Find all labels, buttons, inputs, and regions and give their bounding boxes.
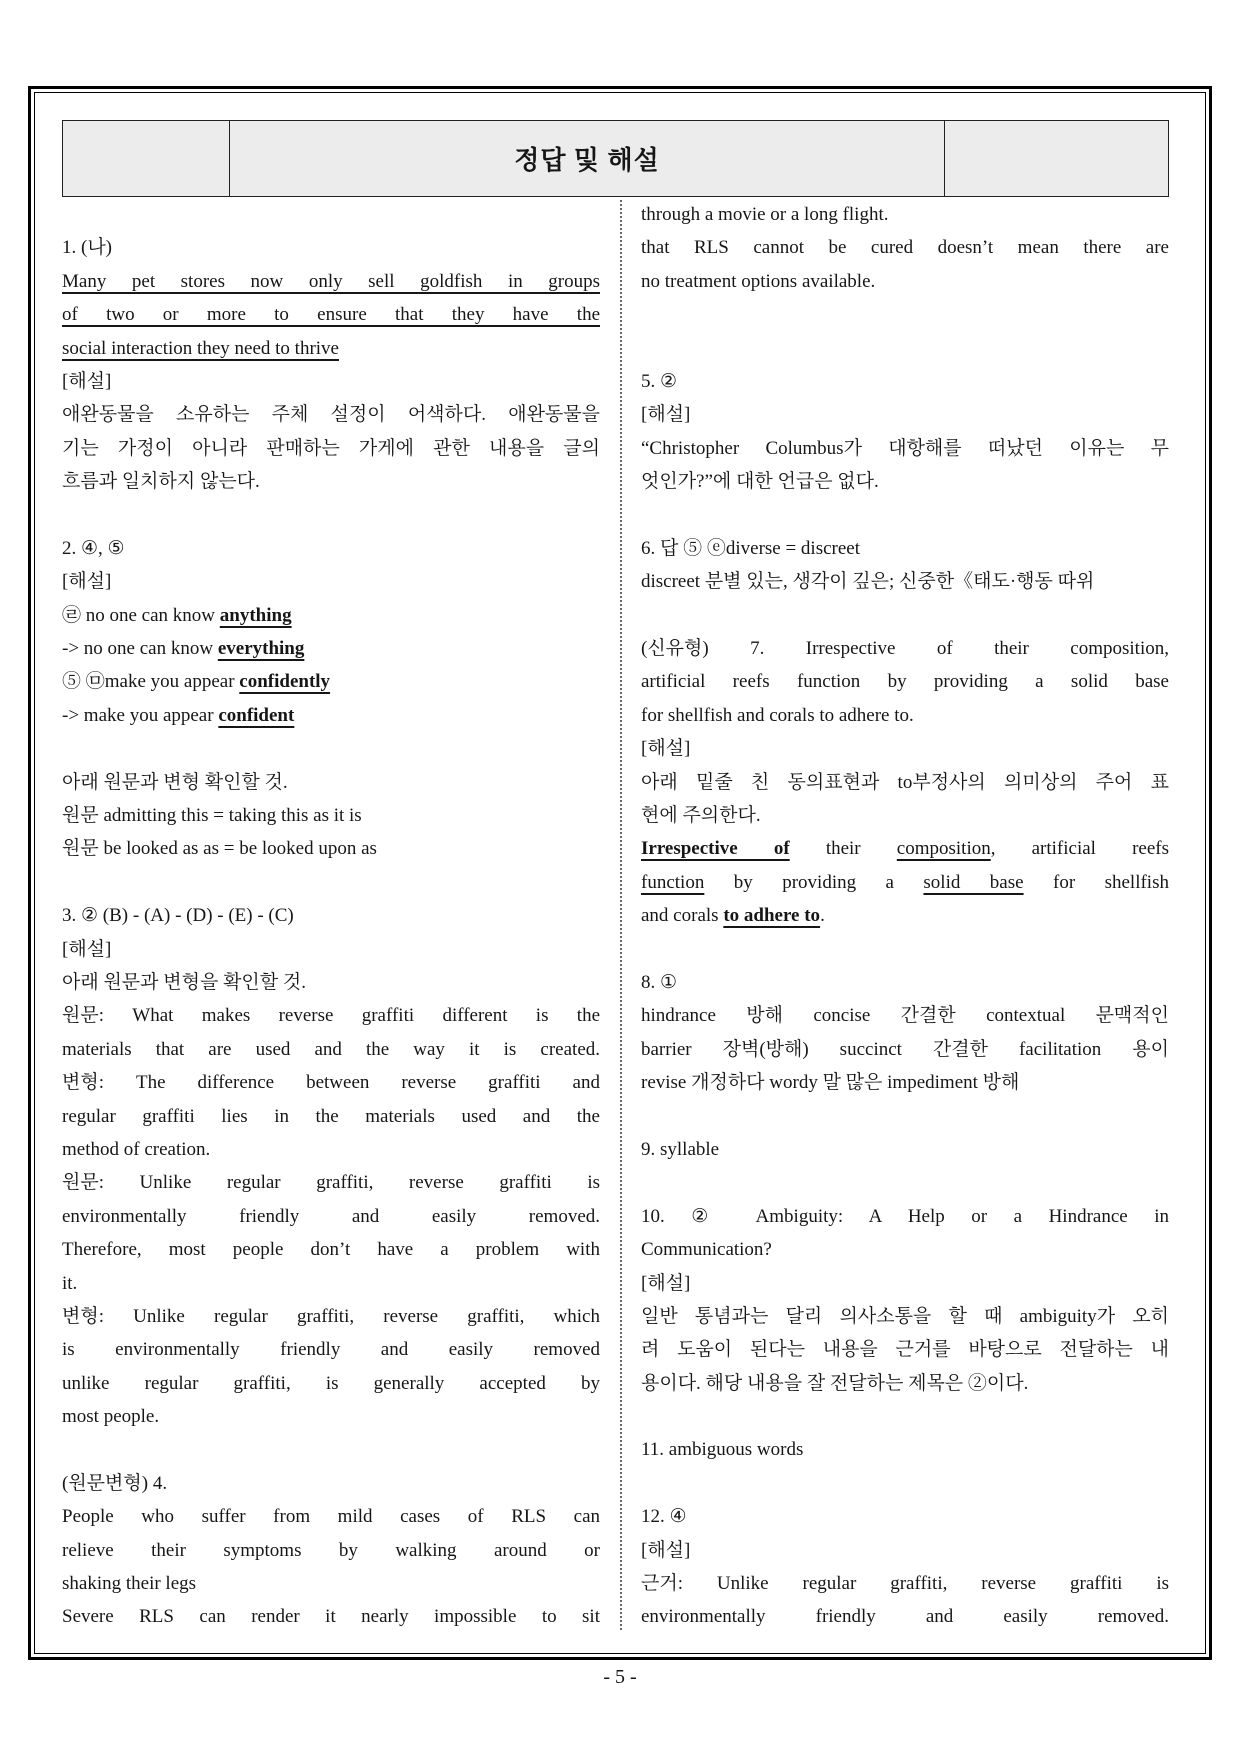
plain-text: (원문변형) 4.: [62, 1472, 168, 1494]
text-line: [62, 1133, 600, 1166]
blank-line: [641, 1166, 1169, 1199]
plain-text: hindrance 방해 concise 간결한 contextual 문맥적인: [641, 1005, 1169, 1027]
plain-text: artificial reefs function by providing a solid base: [641, 671, 1169, 693]
emphasized-text: confidently: [239, 671, 331, 693]
plain-text: .: [820, 905, 825, 927]
blank-line: [641, 1100, 1169, 1133]
plain-text: [해설]: [641, 1272, 691, 1294]
plain-text: by providing a: [704, 871, 924, 893]
plain-text: 12. ④: [641, 1506, 687, 1528]
text-line: [62, 966, 600, 999]
text-line: [62, 565, 600, 598]
blank-line: [641, 599, 1169, 632]
text-line: [641, 699, 1169, 732]
plain-text: “Christopher Columbus가 대항해를 떠났던 이유는 무: [641, 437, 1169, 459]
plain-text: regular graffiti lies in the materials used and the: [62, 1105, 600, 1127]
plain-text: -> make you appear: [62, 704, 219, 726]
text-line: [641, 665, 1169, 698]
emphasized-text: of two or more to ensure that they have the: [62, 304, 600, 326]
plain-text: no treatment options available.: [641, 270, 876, 292]
text-line: [641, 465, 1169, 498]
text-line: [62, 1033, 600, 1066]
text-line: [62, 1100, 600, 1133]
text-line: [62, 899, 600, 932]
text-line: [62, 1567, 600, 1600]
plain-text: , artificial reefs: [990, 838, 1169, 860]
text-line: [641, 866, 1169, 899]
plain-text: 현에 주의한다.: [641, 805, 761, 827]
text-line: [641, 1033, 1169, 1066]
plain-text: ㉣ no one can know: [62, 604, 220, 626]
emphasized-text: function: [641, 871, 705, 893]
plain-text: [해설]: [62, 938, 112, 960]
plain-text: ⑤ ㉤make you appear: [62, 671, 240, 693]
blank-line: [62, 866, 600, 899]
plain-text: 5. ②: [641, 370, 678, 392]
text-line: [641, 766, 1169, 799]
plain-text: discreet 분별 있는, 생각이 깊은; 신중한《태도·행동 따위: [641, 571, 1095, 593]
plain-text: 원문 be looked as as = be looked upon as: [62, 838, 377, 860]
plain-text: revise 개정하다 wordy 말 많은 impediment 방해: [641, 1072, 1020, 1094]
text-line: [62, 799, 600, 832]
emphasized-text: Irrespective of: [641, 838, 790, 860]
plain-text: is environmentally friendly and easily removed: [62, 1339, 600, 1361]
answers-column-left: [62, 198, 600, 1634]
plain-text: 1. (나): [62, 237, 113, 259]
emphasized-text: anything: [219, 604, 292, 626]
text-line: [641, 1066, 1169, 1099]
plain-text: Severe RLS can render it nearly impossible to sit: [62, 1606, 600, 1628]
blank-line: [62, 198, 600, 231]
text-line: [62, 632, 600, 665]
plain-text: 변형: The difference between reverse graffiti and: [62, 1072, 600, 1094]
plain-text: and corals: [641, 905, 724, 927]
text-line: [641, 1567, 1169, 1600]
text-line: [62, 766, 600, 799]
text-line: [62, 265, 600, 298]
text-line: [62, 1467, 600, 1500]
text-line: [641, 1300, 1169, 1333]
text-line: [62, 1400, 600, 1433]
header-cell-right: [944, 121, 1168, 196]
text-line: [62, 999, 600, 1032]
emphasized-text: solid base: [923, 871, 1024, 893]
plain-text: method of creation.: [62, 1138, 211, 1160]
blank-line: [62, 732, 600, 765]
text-line: [641, 832, 1169, 865]
text-line: [62, 332, 600, 365]
text-line: [641, 732, 1169, 765]
plain-text: it.: [62, 1272, 78, 1294]
plain-text: unlike regular graffiti, is generally accepted by: [62, 1372, 600, 1394]
plain-text: environmentally friendly and easily removed.: [641, 1606, 1169, 1628]
text-line: [62, 1233, 600, 1266]
plain-text: [해설]: [641, 738, 691, 760]
blank-line: [641, 298, 1169, 331]
column-divider-dotted-line: [620, 200, 622, 1630]
plain-text: 3. ② (B) - (A) - (D) - (E) - (C): [62, 905, 294, 927]
plain-text: most people.: [62, 1406, 160, 1428]
plain-text: their: [789, 838, 897, 860]
header-cell-left: [63, 121, 230, 196]
emphasized-text: social interaction they need to thrive: [62, 337, 339, 359]
blank-line: [641, 933, 1169, 966]
page-number: - 5 -: [603, 1666, 637, 1688]
text-line: [641, 565, 1169, 598]
plain-text: 11. ambiguous words: [641, 1439, 804, 1461]
text-line: [641, 532, 1169, 565]
text-line: [62, 1500, 600, 1533]
text-line: [641, 1600, 1169, 1633]
plain-text: that RLS cannot be cured doesn’t mean there are: [641, 237, 1169, 259]
page-title: 정답 및 해설: [514, 146, 660, 175]
text-line: [62, 465, 600, 498]
blank-line: [641, 1400, 1169, 1433]
plain-text: for shellfish: [1023, 871, 1169, 893]
plain-text: through a movie or a long flight.: [641, 204, 889, 225]
emphasized-text: everything: [217, 638, 305, 660]
plain-text: 아래 원문과 변형 확인할 것.: [62, 771, 288, 793]
text-line: [62, 1600, 600, 1633]
plain-text: [해설]: [641, 1539, 691, 1561]
plain-text: People who suffer from mild cases of RLS can: [62, 1506, 600, 1528]
plain-text: 원문: Unlike regular graffiti, reverse graffiti is: [62, 1172, 600, 1194]
text-line: [641, 632, 1169, 665]
plain-text: 아래 원문과 변형을 확인할 것.: [62, 971, 306, 993]
text-line: [641, 1233, 1169, 1266]
plain-text: 변형: Unlike regular graffiti, reverse graffiti, which: [62, 1305, 600, 1327]
text-line: [62, 1367, 600, 1400]
plain-text: 흐름과 일치하지 않는다.: [62, 471, 260, 493]
text-line: [62, 432, 600, 465]
text-line: [641, 198, 1169, 231]
text-line: [641, 1500, 1169, 1533]
text-line: [641, 1133, 1169, 1166]
plain-text: Therefore, most people don’t have a problem with: [62, 1239, 600, 1261]
text-line: [641, 1267, 1169, 1300]
text-line: [641, 265, 1169, 298]
plain-text: relieve their symptoms by walking around or: [62, 1539, 600, 1561]
plain-text: 2. ④, ⑤: [62, 537, 125, 559]
plain-text: (신유형) 7. Irrespective of their composition,: [641, 638, 1169, 660]
plain-text: 엇인가?”에 대한 언급은 없다.: [641, 471, 879, 493]
text-line: [62, 1300, 600, 1333]
plain-text: 6. 답 ⑤ ⓔdiverse = discreet: [641, 537, 861, 559]
text-line: [62, 532, 600, 565]
text-line: [641, 1367, 1169, 1400]
text-line: [62, 1066, 600, 1099]
plain-text: 애완동물을 소유하는 주체 설정이 어색하다. 애완동물을: [62, 404, 600, 426]
plain-text: Communication?: [641, 1239, 772, 1261]
plain-text: 근거: Unlike regular graffiti, reverse graffiti is: [641, 1573, 1169, 1595]
text-line: [62, 1534, 600, 1567]
text-line: [641, 365, 1169, 398]
text-line: [62, 1166, 600, 1199]
plain-text: 원문 admitting this = taking this as it is: [62, 805, 362, 827]
plain-text: -> no one can know: [62, 638, 218, 660]
text-line: [641, 231, 1169, 264]
text-line: [641, 799, 1169, 832]
text-line: [62, 665, 600, 698]
text-line: [641, 1200, 1169, 1233]
header-cell-center: [230, 121, 944, 196]
text-line: [62, 933, 600, 966]
emphasized-text: Many pet stores now only sell goldfish in groups: [62, 270, 600, 292]
text-line: [62, 599, 600, 632]
plain-text: barrier 장벽(방해) succinct 간결한 facilitation 용이: [641, 1038, 1169, 1060]
emphasized-text: composition: [896, 838, 991, 860]
blank-line: [641, 1467, 1169, 1500]
plain-text: 일반 통념과는 달리 의사소통을 할 때 ambiguity가 오히: [641, 1305, 1169, 1327]
plain-text: 려 도움이 된다는 내용을 근거를 바탕으로 전달하는 내: [641, 1339, 1169, 1361]
text-line: [62, 298, 600, 331]
text-line: [641, 999, 1169, 1032]
text-line: [62, 832, 600, 865]
answers-column-right: [641, 198, 1169, 1634]
plain-text: shaking their legs: [62, 1573, 197, 1595]
blank-line: [641, 499, 1169, 532]
text-line: [641, 1534, 1169, 1567]
emphasized-text: confident: [218, 704, 295, 726]
text-line: [62, 365, 600, 398]
emphasized-text: to adhere to: [723, 905, 821, 927]
text-line: [62, 1267, 600, 1300]
plain-text: 용이다. 해당 내용을 잘 전달하는 제목은 ②이다.: [641, 1372, 1029, 1394]
text-line: [641, 966, 1169, 999]
text-line: [62, 398, 600, 431]
plain-text: 아래 밑줄 친 동의표현과 to부정사의 의미상의 주어 표: [641, 771, 1169, 793]
plain-text: [해설]: [641, 404, 691, 426]
text-line: [62, 699, 600, 732]
plain-text: materials that are used and the way it is created.: [62, 1038, 600, 1060]
plain-text: 원문: What makes reverse graffiti different is the: [62, 1005, 600, 1027]
blank-line: [62, 499, 600, 532]
plain-text: environmentally friendly and easily removed.: [62, 1205, 600, 1227]
plain-text: 8. ①: [641, 971, 678, 993]
text-line: [641, 432, 1169, 465]
text-line: [641, 1433, 1169, 1466]
plain-text: 10. ② Ambiguity: A Help or a Hindrance in: [641, 1205, 1169, 1227]
text-line: [641, 398, 1169, 431]
plain-text: 기는 가정이 아니라 판매하는 가게에 관한 내용을 글의: [62, 437, 600, 459]
answer-header-table: [62, 120, 1169, 197]
plain-text: 9. syllable: [641, 1138, 720, 1160]
blank-line: [641, 332, 1169, 365]
plain-text: for shellfish and corals to adhere to.: [641, 704, 914, 726]
text-line: [62, 1333, 600, 1366]
text-line: [62, 231, 600, 264]
text-line: [641, 899, 1169, 932]
blank-line: [62, 1433, 600, 1466]
plain-text: [해설]: [62, 571, 112, 593]
plain-text: [해설]: [62, 370, 112, 392]
text-line: [62, 1200, 600, 1233]
text-line: [641, 1333, 1169, 1366]
